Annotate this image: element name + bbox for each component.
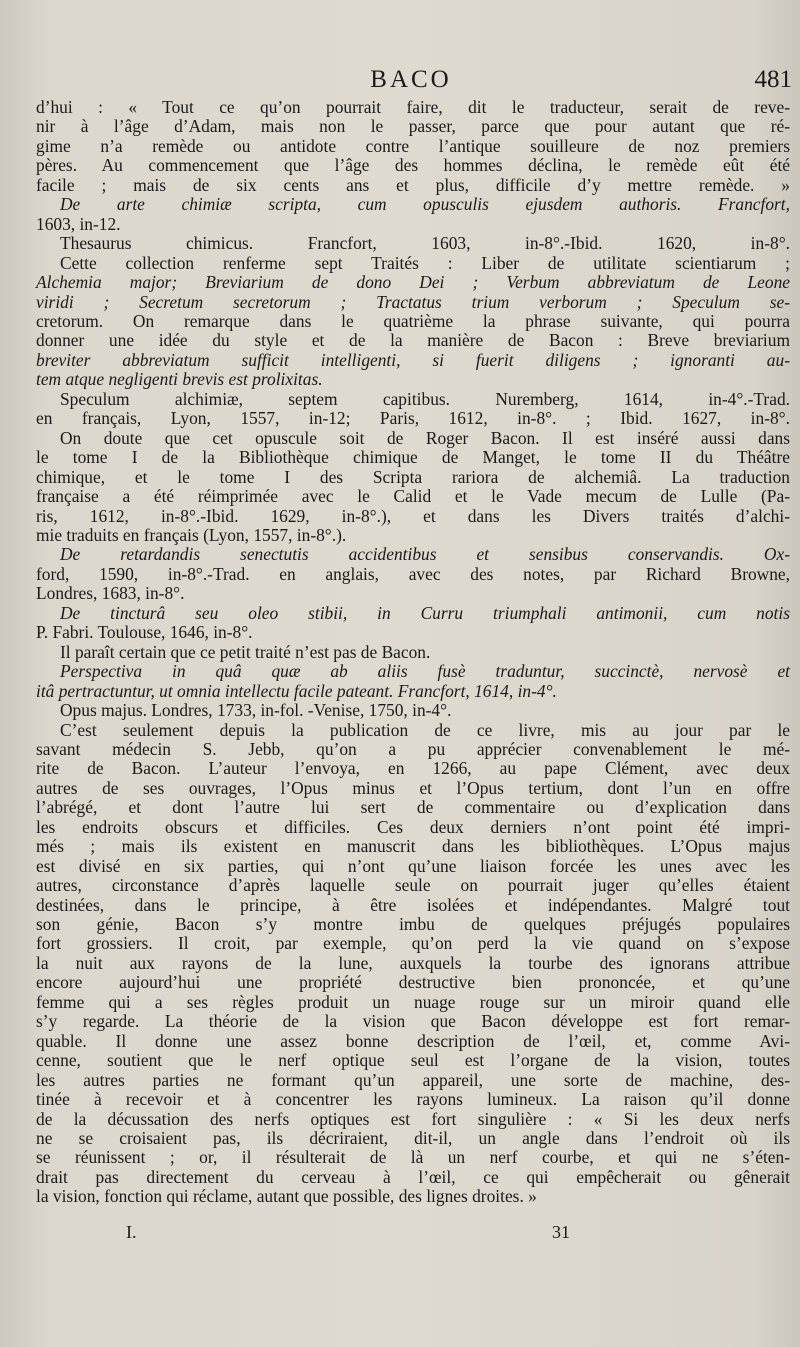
text-line: Alchemia major; Breviarium de dono Dei ; Verbum abbreviatum de Leone — [36, 272, 790, 293]
text-line: ris, 1612, in-8°.-Ibid. 1629, in-8°.), et dans les Divers traités d’alchi- — [36, 505, 790, 526]
text-line: son génie, Bacon s’y montre imbu de quelques préjugés populaires — [36, 914, 790, 935]
text-line: mie traduits en français (Lyon, 1557, in-8°.). — [36, 524, 347, 545]
text-line: s’y regarde. La théorie de la vision que Bacon développe est fort remar- — [36, 1011, 790, 1032]
text-line: De tincturâ seu oleo stibii, in Curru triumphali antimonii, cum notis — [60, 602, 790, 623]
text-line: d’hui : « Tout ce qu’on pourrait faire, dit le traducteur, serait de reve- — [36, 97, 790, 117]
text-line: chimique, et le tome I des Scripta rariora de alchemiâ. La traduction — [36, 466, 790, 487]
text-line: Speculum alchimiæ, septem capitibus. Nuremberg, 1614, in-4°.-Trad. — [60, 388, 790, 409]
text-line: tem atque negligenti brevis est prolixitas. — [36, 369, 323, 390]
text-line: ford, 1590, in-8°.-Trad. en anglais, avec des notes, par Richard Browne, — [36, 563, 790, 584]
text-line: drait pas directement du cerveau à l’œil, ce qui empêcherait ou gênerait — [36, 1166, 790, 1187]
text-line: De arte chimiæ scripta, cum opusculis ejusdem authoris. Francfort, — [60, 194, 790, 215]
text-line: femme qui a ses règles produit un nuage rouge sur un miroir quand elle — [36, 991, 790, 1012]
text-line: Il paraît certain que ce petit traité n’est pas de Bacon. — [60, 641, 431, 662]
text-line: Thesaurus chimicus. Francfort, 1603, in-8°.-Ibid. 1620, in-8°. — [60, 233, 790, 254]
text-line: ne se croisaient pas, ils décriraient, dit-il, un angle dans l’endroit où ils — [36, 1128, 790, 1149]
text-line: Opus majus. Londres, 1733, in-fol. -Venise, 1750, in-4°. — [60, 700, 452, 721]
text-line: Londres, 1683, in-8°. — [36, 583, 185, 604]
text-line: savant médecin S. Jebb, qu’on a pu apprécier convenablement le mé- — [36, 738, 790, 759]
text-line: viridi ; Secretum secretorum ; Tractatus trium verborum ; Speculum se- — [36, 291, 790, 312]
text-line: De retardandis senectutis accidentibus et sensibus conservandis. Ox- — [60, 544, 790, 565]
text-line: les autres parties ne formant qu’un appareil, une sorte de machine, des- — [36, 1069, 790, 1090]
text-line: fort grossiers. Il croit, par exemple, qu’on perd la vie quand on s’expose — [36, 933, 790, 954]
page-number: 481 — [754, 66, 792, 93]
text-line: C’est seulement depuis la publication de ce livre, mis au jour par le — [60, 719, 790, 740]
text-line: autres de ses ouvrages, l’Opus minus et l’Opus tertium, dont l’un en offre — [36, 777, 790, 798]
text-line: breviter abbreviatum sufficit intelligenti, si fuerit diligens ; ignoranti au- — [36, 349, 790, 370]
text-line: més ; mais ils existent en manuscrit dans les bibliothèques. L’Opus majus — [36, 836, 790, 857]
text-line: Perspectiva in quâ quæ ab aliis fusè traduntur, succinctè, nervosè et — [60, 661, 790, 682]
text-line: se réunissent ; or, il résulterait de là un nerf courbe, et qui ne s’éten- — [36, 1147, 790, 1168]
text-line: itâ pertractuntur, ut omnia intellectu facile pateant. Francfort, 1614, in-4°. — [36, 680, 557, 701]
text-line: en français, Lyon, 1557, in-12; Paris, 1612, in-8°. ; Ibid. 1627, in-8°. — [36, 408, 790, 429]
text-line: 1603, in-12. — [36, 213, 121, 234]
text-line: gime n’a remède ou antidote contre l’antique souilleure de noz premiers — [36, 135, 790, 156]
text-line: donner une idée du style et de la manière de Bacon : Breve breviarium — [36, 330, 790, 351]
text-line: tinée à recevoir et à concentrer les rayons lumineux. La raison qu’il donne — [36, 1089, 790, 1110]
text-line: On doute que cet opuscule soit de Roger Bacon. Il est inséré aussi dans — [60, 427, 790, 448]
text-line: autres, circonstance d’après laquelle seule on pourrait juger qu’elles étaient — [36, 875, 790, 896]
text-line: Cette collection renferme sept Traités : Liber de utilitate scientiarum ; — [60, 252, 790, 273]
body-text — [36, 98, 790, 1207]
text-line: pères. Au commencement que l’âge des hommes déclina, le remède eût été — [36, 155, 790, 176]
text-line: de la décussation des nerfs optiques est fort singulière : « Si les deux nerfs — [36, 1108, 790, 1129]
signature-mark: I. — [126, 1222, 137, 1242]
text-line: française a été réimprimée avec le Calid et le Vade mecum de Lulle (Pa- — [36, 486, 790, 507]
text-line: est divisé en six parties, qui n’ont qu’une liaison forcée les unes avec les — [36, 855, 790, 876]
page-header — [30, 66, 792, 100]
running-head: BACO — [370, 66, 452, 93]
text-line: le tome I de la Bibliothèque chimique de Manget, le tome II du Théâtre — [36, 447, 790, 468]
text-line: facile ; mais de six cents ans et plus, difficile d’y mettre remède. » — [36, 174, 790, 195]
text-line: encore aujourd’hui une propriété destructive bien prononcée, et qu’une — [36, 972, 790, 993]
text-line: l’abrégé, et dont l’autre lui sert de commentaire ou d’explication dans — [36, 797, 790, 818]
text-line: cenne, soutient que le nerf optique seul est l’organe de la vision, toutes — [36, 1050, 790, 1071]
text-line: les endroits obscurs et difficiles. Ces deux derniers n’ont point été impri- — [36, 816, 790, 837]
text-line: rite de Bacon. L’auteur l’envoya, en 1266, au pape Clément, avec deux — [36, 758, 790, 779]
page-footer — [30, 1222, 792, 1246]
text-line: la nuit aux rayons de la lune, auxquels la tourbe des ignorans attribue — [36, 952, 790, 973]
text-line: la vision, fonction qui réclame, autant que possible, des lignes droites. » — [36, 1186, 537, 1207]
text-line: nir à l’âge d’Adam, mais non le passer, parce que pour autant que ré- — [36, 116, 790, 137]
text-line: quable. Il donne une assez bonne description de l’œil, et, comme Avi- — [36, 1030, 790, 1051]
text-line: P. Fabri. Toulouse, 1646, in-8°. — [36, 622, 253, 643]
sheet-number: 31 — [552, 1222, 570, 1242]
text-line: destinées, dans le principe, à être isolées et indépendantes. Malgré tout — [36, 894, 790, 915]
text-line: cretorum. On remarque dans le quatrième la phrase suivante, qui pourra — [36, 310, 790, 331]
